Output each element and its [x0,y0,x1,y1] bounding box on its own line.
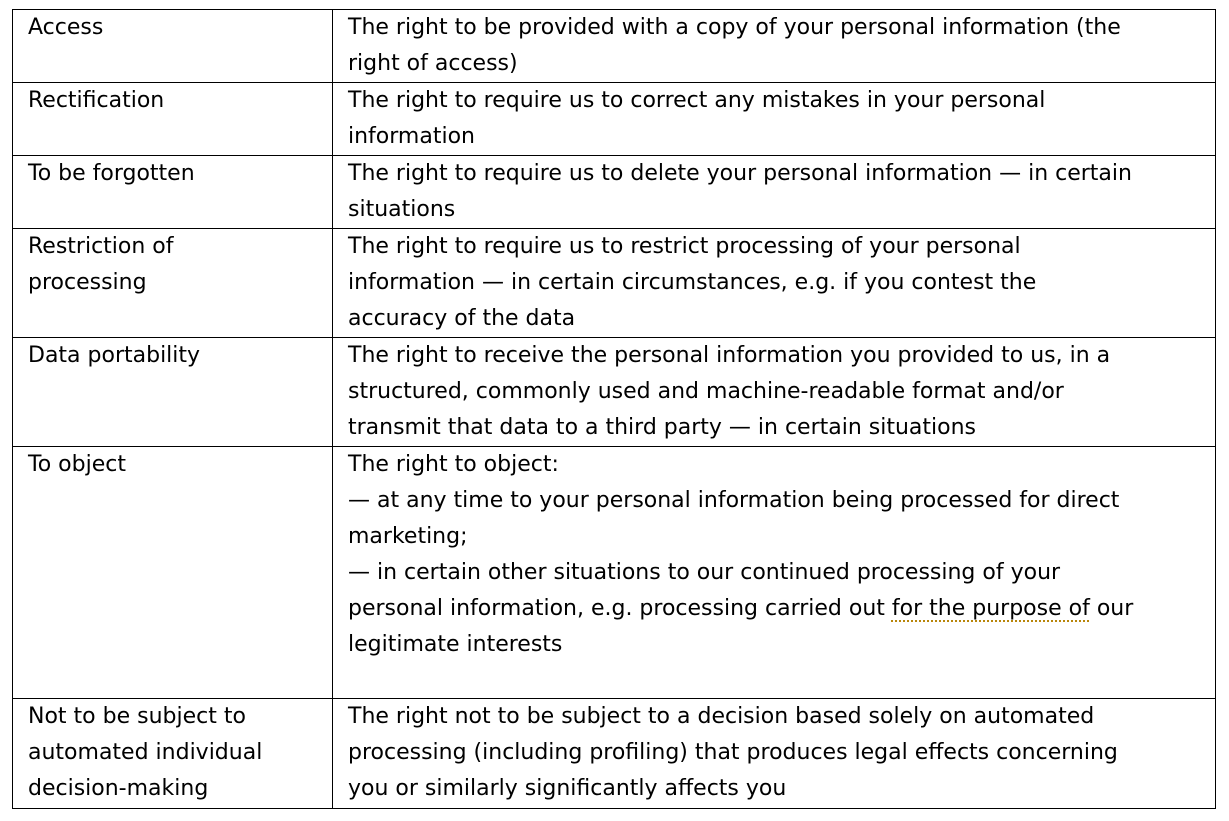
description-line: The right to receive the personal information you provided to us, in a [348,343,1111,368]
right-description-cell [333,156,1216,229]
right-description-cell [333,338,1216,447]
description-line: The right to require us to correct any mistakes in your personal [348,88,1046,113]
description-line: transmit that data to a third party — in certain situations [348,415,977,440]
description-line: The right not to be subject to a decision based solely on automated [348,704,1095,729]
table-row [13,699,1216,809]
right-name-cell [13,338,333,447]
right-name: Not to be subject to automated individual decision-making [28,704,263,801]
table-row [13,447,1216,699]
description-line: — at any time to your personal information being processed for direct [348,488,1120,513]
right-description-cell [333,699,1216,809]
right-description-cell [333,447,1216,699]
right-description-cell [333,229,1216,338]
right-name: To be forgotten [28,161,195,186]
description-line: you or similarly significantly affects you [348,776,787,801]
description-line: The right to require us to restrict processing of your personal [348,234,1021,259]
right-name-cell [13,699,333,809]
description-line: personal information, e.g. processing carried out for the purpose of our [348,596,1134,621]
table-row [13,83,1216,156]
right-name-cell [13,10,333,83]
description-line: The right to object: [348,452,559,477]
right-name-cell [13,83,333,156]
right-description-cell [333,10,1216,83]
right-description-cell [333,83,1216,156]
description-line: — in certain other situations to our continued processing of your [348,560,1061,585]
description-line: The right to be provided with a copy of your personal information (the [348,15,1121,40]
description-line: processing (including profiling) that produces legal effects concerning [348,740,1118,765]
description-line: right of access) [348,51,518,76]
right-name: Data portability [28,343,201,368]
table-row [13,338,1216,447]
description-line: situations [348,197,456,222]
right-name-cell [13,156,333,229]
rights-table [12,9,1216,809]
right-name-cell [13,229,333,338]
description-line: structured, commonly used and machine-readable format and/or [348,379,1064,404]
right-name: Rectification [28,88,165,113]
table-row [13,229,1216,338]
description-line: information [348,124,475,149]
spellcheck-underline: for the purpose of [891,596,1090,621]
table-row [13,10,1216,83]
description-line: legitimate interests [348,632,563,657]
description-line: accuracy of the data [348,306,576,331]
description-line: marketing; [348,524,468,549]
right-name: To object [28,452,126,477]
right-name-cell [13,447,333,699]
right-name: Access [28,15,104,40]
right-name: Restriction of processing [28,234,174,295]
table-row [13,156,1216,229]
description-line: information — in certain circumstances, e.g. if you contest the [348,270,1037,295]
description-line: The right to require us to delete your personal information — in certain [348,161,1132,186]
